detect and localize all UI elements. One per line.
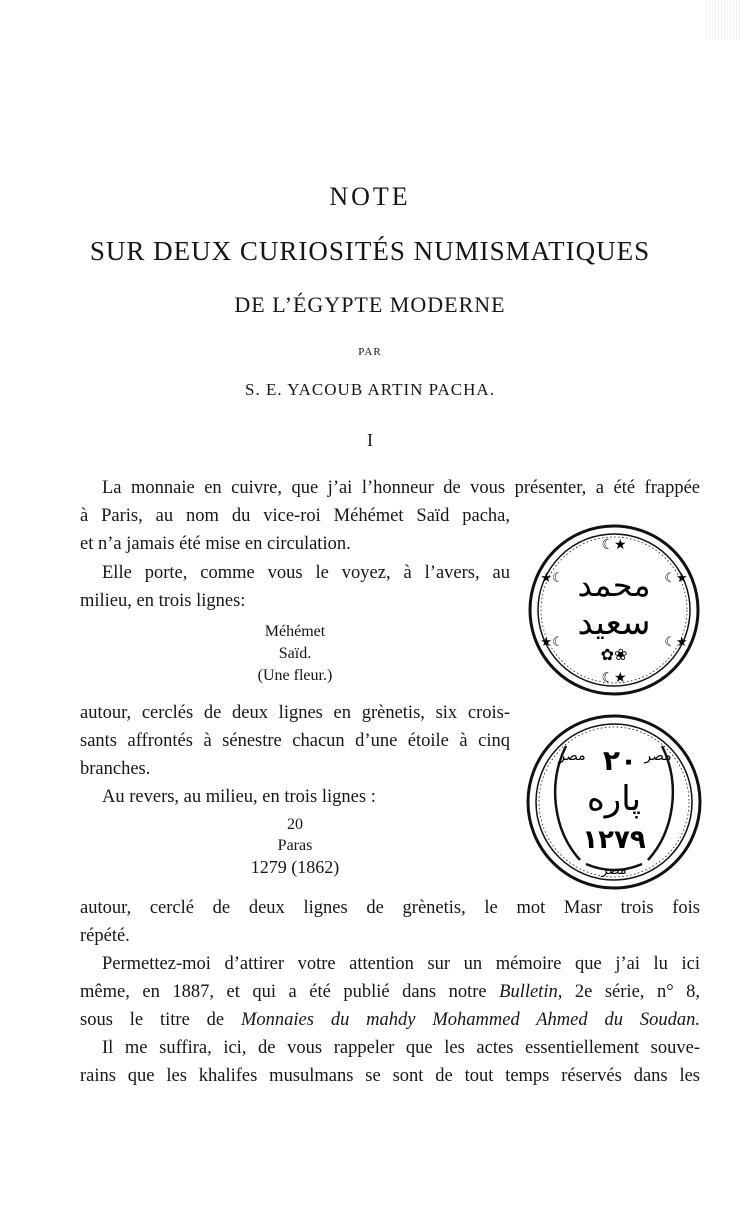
text-line: rains que les khalifes musulmans se sont de tout temps réservés dans les (80, 1066, 700, 1086)
obverse-coin-illustration (528, 524, 700, 696)
crescent-star-icon: ☾★ (664, 635, 688, 650)
text-line (80, 1008, 700, 1032)
text-segment: sous le titre de (80, 1010, 225, 1030)
text-line: répété. (80, 926, 130, 946)
text-segment: , 2e série, n° 8, (557, 982, 700, 1002)
text-line: milieu, en trois lignes: (80, 591, 246, 611)
crescent-star-icon: ☾★ (601, 670, 627, 686)
text-segment: même, en 1887, et qui a été publié dans notre (80, 982, 487, 1002)
page-edge-texture (706, 0, 740, 40)
bulletin-title: Bulletin (499, 982, 558, 1002)
reverse-coin-illustration (526, 714, 702, 890)
obverse-name-said: سعيد (577, 603, 651, 643)
text-line: Au revers, au milieu, en trois lignes : (102, 787, 376, 807)
title-main: SUR DEUX CURIOSITÉS NUMISMATIQUES (89, 236, 651, 266)
text-line (80, 980, 700, 1004)
text-line: La monnaie en cuivre, que j’ai l’honneur de vous présenter, a été frappée (102, 478, 700, 498)
text-line: autour, cerclés de deux lignes en grènetis, six crois- (80, 703, 510, 723)
crescent-star-icon: ☾★ (664, 571, 688, 586)
text-line: sants affrontés à sénestre chacun d’une étoile à cinq (80, 731, 510, 751)
byline-par: PAR (358, 346, 382, 358)
text-line: Il me suffira, ici, de vous rappeler que les actes essentiellement souve- (102, 1038, 700, 1058)
title-sub: DE L’ÉGYPTE MODERNE (234, 292, 506, 317)
text-line: autour, cerclé de deux lignes de grènetis, le mot Masr trois fois (80, 898, 700, 918)
border-word-masr: مصر (644, 748, 672, 764)
obverse-line: (Une fleur.) (257, 667, 333, 684)
crescent-star-icon: ☾★ (601, 537, 627, 553)
crescent-star-icon: ★☾ (540, 571, 564, 586)
flower-icon: ✿❀ (600, 645, 628, 664)
reverse-line: Paras (277, 837, 313, 854)
text-line: à Paris, au nom du vice-roi Méhémet Saïd pacha, (80, 506, 510, 526)
reverse-line: 1279 (1862) (250, 857, 340, 877)
crescent-star-icon: ★☾ (540, 635, 564, 650)
border-word-masr: مصر (601, 863, 627, 878)
obverse-line: Méhémet (264, 623, 326, 640)
reverse-year: ١٢٧٩ (582, 825, 646, 855)
text-line: branches. (80, 759, 151, 779)
section-number: I (367, 430, 373, 450)
text-line: Elle porte, comme vous le voyez, à l’avers, au (102, 563, 510, 583)
reverse-line: 20 (287, 816, 303, 833)
obverse-name-mehemet: محمد (577, 566, 651, 604)
author: S. E. YACOUB ARTIN PACHA. (245, 380, 495, 399)
text-line: Permettez-moi d’attirer votre attention sur un mémoire que j’ai lu ici (102, 954, 700, 974)
obverse-line: Saïd. (278, 645, 312, 662)
border-word-masr: مصر (558, 748, 586, 764)
text-line: et n’a jamais été mise en circulation. (80, 534, 351, 554)
memoir-title: Monnaies du mahdy Mohammed Ahmed du Soudan. (240, 1010, 700, 1030)
title-note: NOTE (329, 182, 411, 211)
reverse-value: ٢٠ (602, 744, 638, 777)
reverse-unit: پاره (586, 779, 642, 819)
